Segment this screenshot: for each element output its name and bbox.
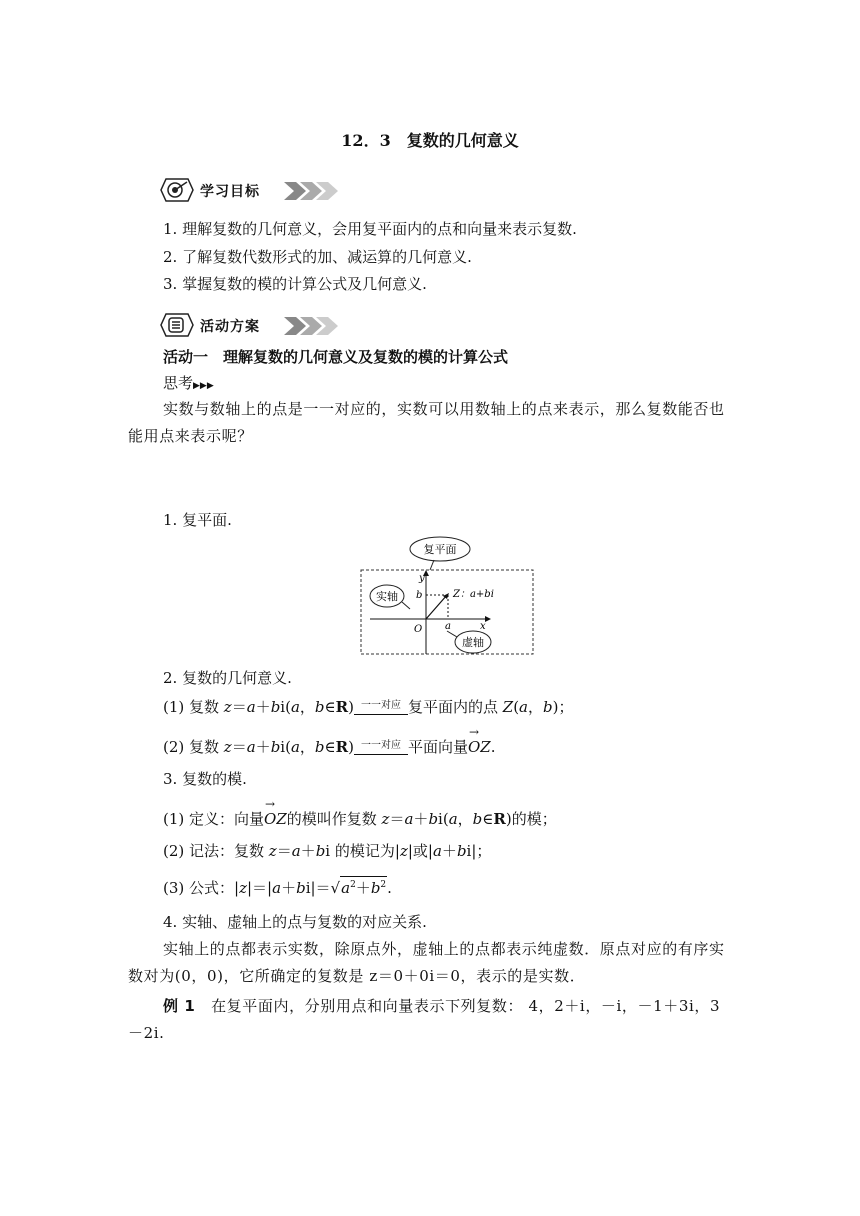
list-icon	[160, 313, 194, 337]
complex-plane-diagram	[360, 536, 535, 656]
think-heading	[163, 372, 214, 393]
chevrons-icon	[284, 315, 354, 337]
page-title: 12．3 复数的几何意义	[341, 131, 519, 150]
relation-label-2: 一一对应	[354, 736, 408, 751]
a-label: a	[445, 621, 451, 632]
correspondence-text: 实轴上的点都表示实数，除原点外，虚轴上的点都表示纯虚数．原点对应的有序实数对为(0，0)，它所确定的复数是 z＝0＋0i＝0，表示的是实数．	[128, 940, 725, 985]
mod-note-prefix: (2) 记法：复数	[163, 842, 269, 860]
mod-formula-prefix: (3) 公式：	[163, 879, 235, 897]
think-text: 实数与数轴上的点是一一对应的，实数可以用数轴上的点来表示，那么复数能否也能用点来表示呢？	[128, 400, 725, 445]
mod-def-mid: 的模叫作复数	[286, 810, 382, 828]
geo-1-suffix: 复平面内的点	[407, 698, 503, 716]
relation-label-1: 一一对应	[354, 696, 408, 711]
geo-line-2: (2) 复数 z＝a＋bi(a，b∈R) 一一对应 平面向量→ OZ.	[163, 736, 496, 757]
example-1	[128, 993, 731, 1047]
mod-formula: (3) 公式：$|z|=|a+bi|=√a^2+b^2$.	[163, 876, 392, 898]
geo-2-suffix: 平面向量	[407, 738, 468, 756]
imag-callout: 虚轴	[462, 636, 484, 649]
origin-label: O	[414, 624, 423, 635]
x-label: x	[480, 621, 486, 632]
point-label: Z：a+bi	[453, 589, 494, 600]
example-label: 例 1	[163, 997, 196, 1015]
real-callout: 实轴	[376, 590, 398, 603]
mod-definition: (1) 定义：向量→ OZ的模叫作复数 z＝a＋bi(a，b∈R)的模；	[163, 808, 557, 829]
mod-def-suffix: 的模；	[511, 810, 557, 828]
chevrons-icon	[284, 180, 354, 202]
activity1-heading: 活动一 理解复数的几何意义及复数的模的计算公式	[163, 348, 509, 366]
item-geo-meaning: 2. 复数的几何意义.	[163, 669, 292, 687]
geo-2-prefix: (2) 复数	[163, 738, 224, 756]
goal-2: 2. 了解复数代数形式的加、减运算的几何意义.	[163, 248, 472, 266]
y-label: y	[419, 573, 425, 584]
item-modulus: 3. 复数的模.	[163, 770, 247, 788]
b-label: b	[416, 590, 423, 601]
mod-notation: (2) 记法：复数 z＝a＋bi 的模记为|z|或|a＋bi|；	[163, 842, 492, 860]
mod-note-mid: 的模记为	[330, 842, 395, 860]
mod-def-prefix: (1) 定义：向量	[163, 810, 265, 828]
geo-line-1: (1) 复数 z＝a＋bi(a，b∈R) 一一对应 复平面内的点 Z(a，b)；	[163, 698, 574, 716]
geo-1-prefix: (1) 复数	[163, 698, 224, 716]
target-icon	[160, 178, 194, 202]
activity-label: 活动方案	[200, 319, 260, 335]
goal-3: 3. 掌握复数的模的计算公式及几何意义.	[163, 275, 427, 293]
item-correspondence: 4. 实轴、虚轴上的点与复数的对应关系.	[163, 913, 427, 931]
triangles-icon: ▶▶▶	[193, 381, 214, 391]
goals-label: 学习目标	[200, 184, 260, 200]
plane-callout: 复平面	[423, 543, 457, 556]
item-plane: 1. 复平面.	[163, 511, 232, 529]
example-text: 在复平面内，分别用点和向量表示下列复数： 4，2＋i，－i，－1＋3i，3－2i.	[128, 997, 721, 1042]
goal-1: 1. 理解复数的几何意义，会用复平面内的点和向量来表示复数.	[163, 220, 577, 238]
think-label: 思考	[163, 374, 194, 392]
